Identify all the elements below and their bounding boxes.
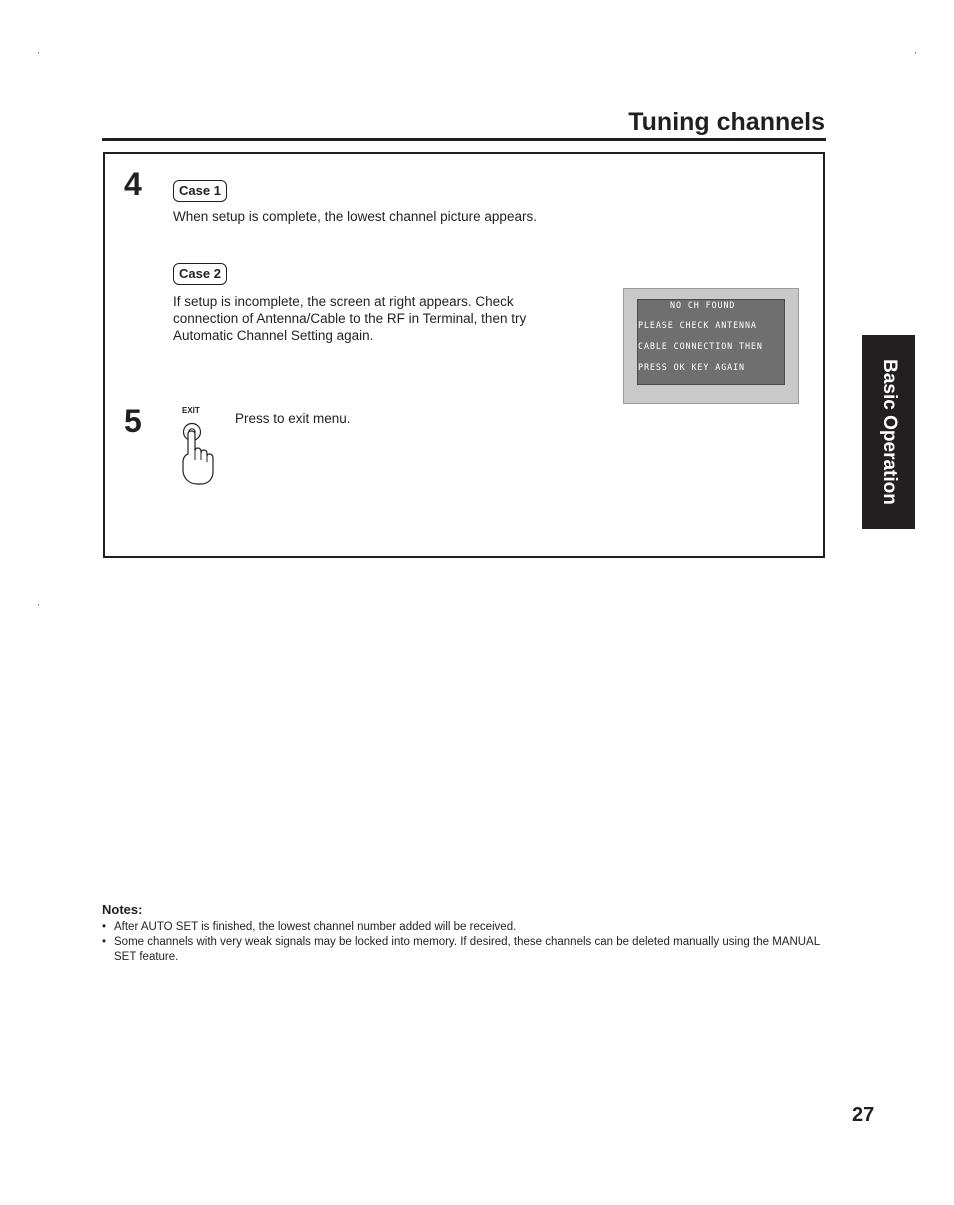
osd-line: PLEASE CHECK ANTENNA [638, 320, 757, 330]
case-1-text: When setup is complete, the lowest channel picture appears. [173, 209, 537, 224]
page-number: 27 [852, 1104, 875, 1126]
notes-heading: Notes: [102, 902, 143, 917]
page-title: Tuning channels [628, 108, 825, 136]
hand-pressing-button-icon [175, 406, 219, 486]
osd-line: PRESS OK KEY AGAIN [638, 362, 745, 372]
note-item: • Some channels with very weak signals may be locked into memory. If desired, these channels can be deleted manually using the MANUAL SET feature. [102, 935, 822, 965]
case-2-text [173, 293, 526, 344]
step-5-text: Press to exit menu. [235, 411, 351, 426]
notes-list [102, 920, 822, 965]
case-2-badge: Case 2 [173, 263, 227, 285]
note-item: • After AUTO SET is finished, the lowest channel number added will be received. [102, 920, 822, 935]
crop-mark-top-right [915, 52, 916, 54]
osd-line: CABLE CONNECTION THEN [638, 341, 763, 351]
case-2-text-line: Automatic Channel Setting again. [173, 328, 374, 343]
section-tab [862, 335, 915, 529]
notes [102, 902, 822, 965]
step-5-number: 5 [124, 403, 142, 439]
tv-screen [637, 299, 785, 385]
case-1-badge: Case 1 [173, 180, 227, 202]
exit-button-label: EXIT [182, 406, 200, 415]
title-rule [102, 138, 826, 141]
osd-line: NO CH FOUND [670, 300, 736, 310]
crop-mark-middle-left [38, 604, 39, 606]
exit-button-illustration [175, 406, 219, 486]
section-tab-label: Basic Operation [878, 359, 900, 505]
crop-mark-top-left [38, 52, 39, 54]
tv-screen-illustration [623, 288, 799, 404]
case-2-text-line: connection of Antenna/Cable to the RF in Terminal, then try [173, 311, 527, 326]
steps-box [103, 152, 825, 558]
step-4-number: 4 [124, 166, 142, 202]
case-2-text-line: If setup is incomplete, the screen at right appears. Check [173, 294, 514, 309]
